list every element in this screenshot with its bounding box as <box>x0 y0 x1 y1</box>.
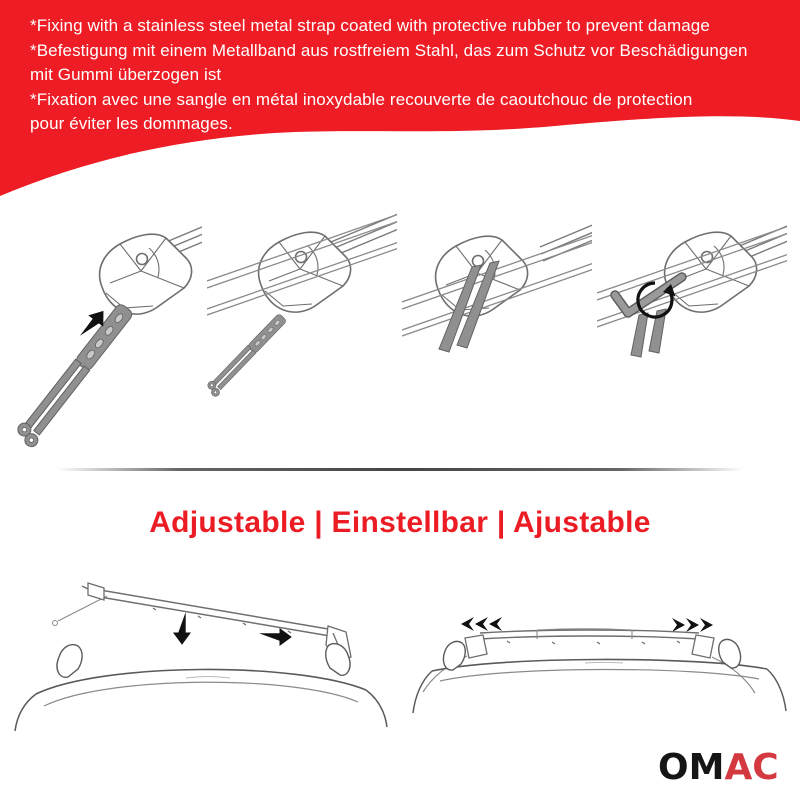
omac-logo-black-part: OM <box>658 747 725 788</box>
right-adjust-arrow-icon <box>686 618 699 632</box>
windshield-top-line <box>440 669 759 681</box>
hook-wire-line <box>58 596 107 621</box>
banner-line-fr-1: *Fixation avec une sangle en métal inoxydable recouverte de caoutchouc de protection <box>30 89 693 109</box>
strap-band-drawing <box>631 313 648 357</box>
right-adjust-arrow-icon <box>700 618 713 632</box>
left-adjust-arrow-icon <box>475 617 488 631</box>
crossbar-adjustment-drawing <box>407 558 792 758</box>
crossbar-lines <box>480 630 699 639</box>
right-foot-drawing <box>692 635 714 658</box>
right-adjust-arrow-icon <box>672 618 685 632</box>
rack-foot-drawing <box>259 232 351 312</box>
crossbar-clips <box>153 608 291 633</box>
omac-logo <box>658 748 779 788</box>
crossbar-lines <box>540 205 592 261</box>
step1-strap-insert-drawing <box>12 205 202 455</box>
installation-steps-row <box>0 205 800 457</box>
banner-line-de-1: *Befestigung mit einem Metallband aus rostfreiem Stahl, das zum Schutz vor Beschädigungen <box>30 40 748 60</box>
step2-strap-under-rail-drawing <box>207 205 397 455</box>
adjustable-title: Adjustable | Einstellbar | Ajustable <box>149 506 651 539</box>
left-mirror-drawing <box>57 645 82 678</box>
banner-line-de-2: mit Gummi überzogen ist <box>30 65 222 84</box>
step4-tighten-hex-key-drawing <box>597 205 787 455</box>
metal-strap-drawing <box>207 312 289 398</box>
down-arrow-icon <box>173 612 191 645</box>
windshield-top-line <box>44 682 358 706</box>
banner-line-fr-2: pour éviter les dommages. <box>30 114 233 133</box>
roof-center-line <box>585 662 623 663</box>
crossbar-placement-drawing <box>8 558 393 758</box>
hook-wire-end <box>53 621 58 626</box>
section-divider-line <box>56 468 744 471</box>
right-arrow-icon <box>259 628 292 646</box>
step3-strap-wrapped-drawing <box>402 205 592 455</box>
left-adjust-arrow-icon <box>461 617 474 631</box>
crossbar-clips <box>507 641 680 644</box>
left-adjust-arrow-icon <box>489 617 502 631</box>
left-foot-drawing <box>465 635 487 658</box>
crossbar-lines <box>100 590 336 637</box>
omac-logo-red-part: AC <box>724 747 779 788</box>
banner-note-text <box>30 14 780 137</box>
rack-foot-drawing <box>100 234 192 314</box>
left-end-bracket <box>82 583 104 600</box>
banner-line-en: *Fixing with a stainless steel metal strap coated with protective rubber to prevent damage <box>30 16 710 35</box>
roof-center-line <box>186 677 230 679</box>
metal-strap-drawing <box>13 300 137 449</box>
